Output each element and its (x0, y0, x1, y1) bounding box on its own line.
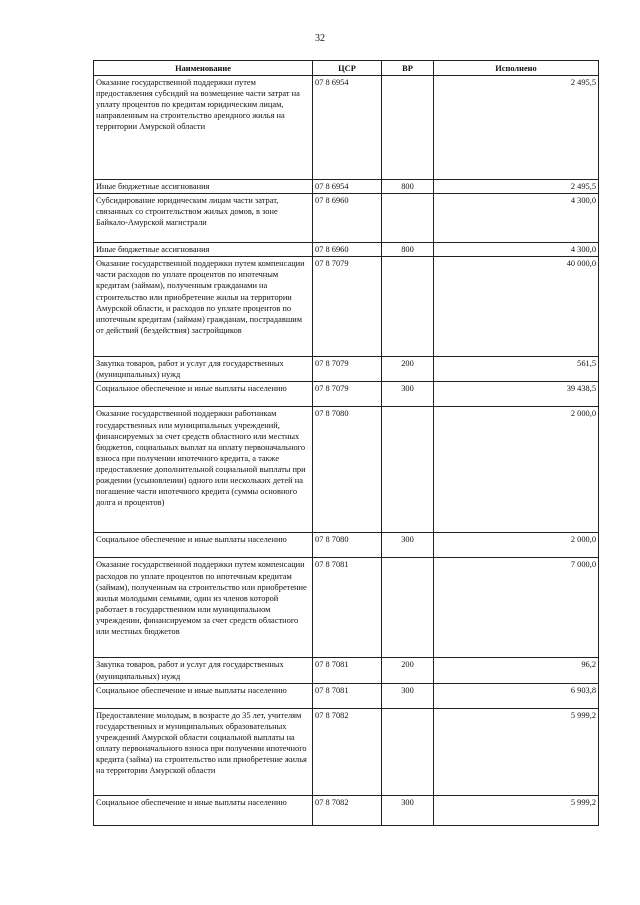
row-name: Закупка товаров, работ и услуг для государственных (муниципальных) нужд (94, 658, 313, 683)
row-executed: 7 000,0 (434, 558, 599, 658)
row-csr: 07 8 6960 (313, 194, 382, 243)
row-vr: 300 (382, 533, 434, 558)
row-executed: 96,2 (434, 658, 599, 683)
row-csr: 07 8 7079 (313, 382, 382, 407)
row-vr (382, 257, 434, 357)
row-vr: 300 (382, 795, 434, 825)
row-executed: 39 438,5 (434, 382, 599, 407)
row-name: Предоставление молодым, в возрасте до 35 лет, учителям государственных и муниципальных образовательных учреждений Амурской области социальной выплаты на оплату первоначального взноса при получении ипотечного кредита (займа) на строительство или приобретение жилья на территории Амурской области (94, 708, 313, 795)
row-vr: 300 (382, 683, 434, 708)
table-row (94, 180, 599, 194)
row-vr: 800 (382, 180, 434, 194)
row-executed: 2 000,0 (434, 533, 599, 558)
table-body (94, 76, 599, 826)
row-vr (382, 708, 434, 795)
row-name: Социальное обеспечение и иные выплаты населению (94, 683, 313, 708)
row-csr: 07 8 7082 (313, 708, 382, 795)
row-executed: 5 999,2 (434, 708, 599, 795)
row-vr (382, 558, 434, 658)
row-csr: 07 8 7081 (313, 683, 382, 708)
header-vr: ВР (382, 61, 434, 76)
row-name: Оказание государственной поддержки путем компенсации расходов по уплате процентов по ипотечным кредитам (займам), полученным на строительство или приобретение жилья молодыми семьями, один из членов которой работает в государственном или муниципальном учреждении, финансируемом за счет средств областного или местных бюджетов (94, 558, 313, 658)
table-row (94, 257, 599, 357)
table-row (94, 795, 599, 825)
table-header-row (94, 61, 599, 76)
row-name: Иные бюджетные ассигнования (94, 180, 313, 194)
table-row (94, 407, 599, 533)
row-name: Оказание государственной поддержки путем компенсации части расходов по уплате процентов по ипотечным кредитам (займам), полученным гражданами на строительство или приобретение жилья на территории Амурской области, и расходов по уплате процентов по ипотечным кредитам (займам) гражданам, пострадавшим от действий (бездействия) застройщиков (94, 257, 313, 357)
row-executed: 6 903,8 (434, 683, 599, 708)
table-row (94, 658, 599, 683)
table-row (94, 357, 599, 382)
row-executed: 561,5 (434, 357, 599, 382)
row-executed: 2 495,5 (434, 76, 599, 180)
row-vr (382, 194, 434, 243)
row-name: Социальное обеспечение и иные выплаты населению (94, 795, 313, 825)
table-row (94, 558, 599, 658)
header-name: Наименование (94, 61, 313, 76)
table-row (94, 382, 599, 407)
table-row (94, 76, 599, 180)
row-executed: 2 495,5 (434, 180, 599, 194)
row-csr: 07 8 6954 (313, 180, 382, 194)
row-vr: 200 (382, 357, 434, 382)
row-vr: 200 (382, 658, 434, 683)
row-name: Закупка товаров, работ и услуг для государственных (муниципальных) нужд (94, 357, 313, 382)
row-name: Оказание государственной поддержки работникам государственных или муниципальных учреждений, финансируемых за счет средств областного или местных бюджетов, социальных выплат на оплату первоначального взноса при получении ипотечного кредита, а также предоставление дополнительной социальной выплаты при рождении (усыновлении) одного или нескольких детей на погашение части ипотечного кредита (суммы основного долга и процентов) (94, 407, 313, 533)
row-csr: 07 8 6954 (313, 76, 382, 180)
row-executed: 4 300,0 (434, 243, 599, 257)
row-csr: 07 8 7079 (313, 257, 382, 357)
row-executed: 2 000,0 (434, 407, 599, 533)
row-csr: 07 8 6960 (313, 243, 382, 257)
table-row (94, 194, 599, 243)
page-number: 32 (315, 33, 325, 44)
header-csr: ЦСР (313, 61, 382, 76)
table-row (94, 533, 599, 558)
row-executed: 40 000,0 (434, 257, 599, 357)
row-name: Субсидирование юридическим лицам части затрат, связанных со строительством жилых домов, в зоне Байкало-Амурской магистрали (94, 194, 313, 243)
row-vr: 300 (382, 382, 434, 407)
row-vr (382, 76, 434, 180)
row-vr (382, 407, 434, 533)
table-row (94, 243, 599, 257)
table-row (94, 683, 599, 708)
row-csr: 07 8 7079 (313, 357, 382, 382)
row-executed: 5 999,2 (434, 795, 599, 825)
table-row (94, 708, 599, 795)
row-name: Социальное обеспечение и иные выплаты населению (94, 533, 313, 558)
row-csr: 07 8 7080 (313, 533, 382, 558)
row-csr: 07 8 7082 (313, 795, 382, 825)
row-name: Иные бюджетные ассигнования (94, 243, 313, 257)
row-name: Оказание государственной поддержки путем предоставления субсидий на возмещение части затрат на уплату процентов по кредитам юридическим лицам, направленным на строительство арендного жилья на территории Амурской области (94, 76, 313, 180)
header-executed: Исполнено (434, 61, 599, 76)
budget-execution-table (93, 60, 599, 826)
row-csr: 07 8 7081 (313, 558, 382, 658)
row-csr: 07 8 7080 (313, 407, 382, 533)
row-executed: 4 300,0 (434, 194, 599, 243)
row-csr: 07 8 7081 (313, 658, 382, 683)
row-name: Социальное обеспечение и иные выплаты населению (94, 382, 313, 407)
row-vr: 800 (382, 243, 434, 257)
